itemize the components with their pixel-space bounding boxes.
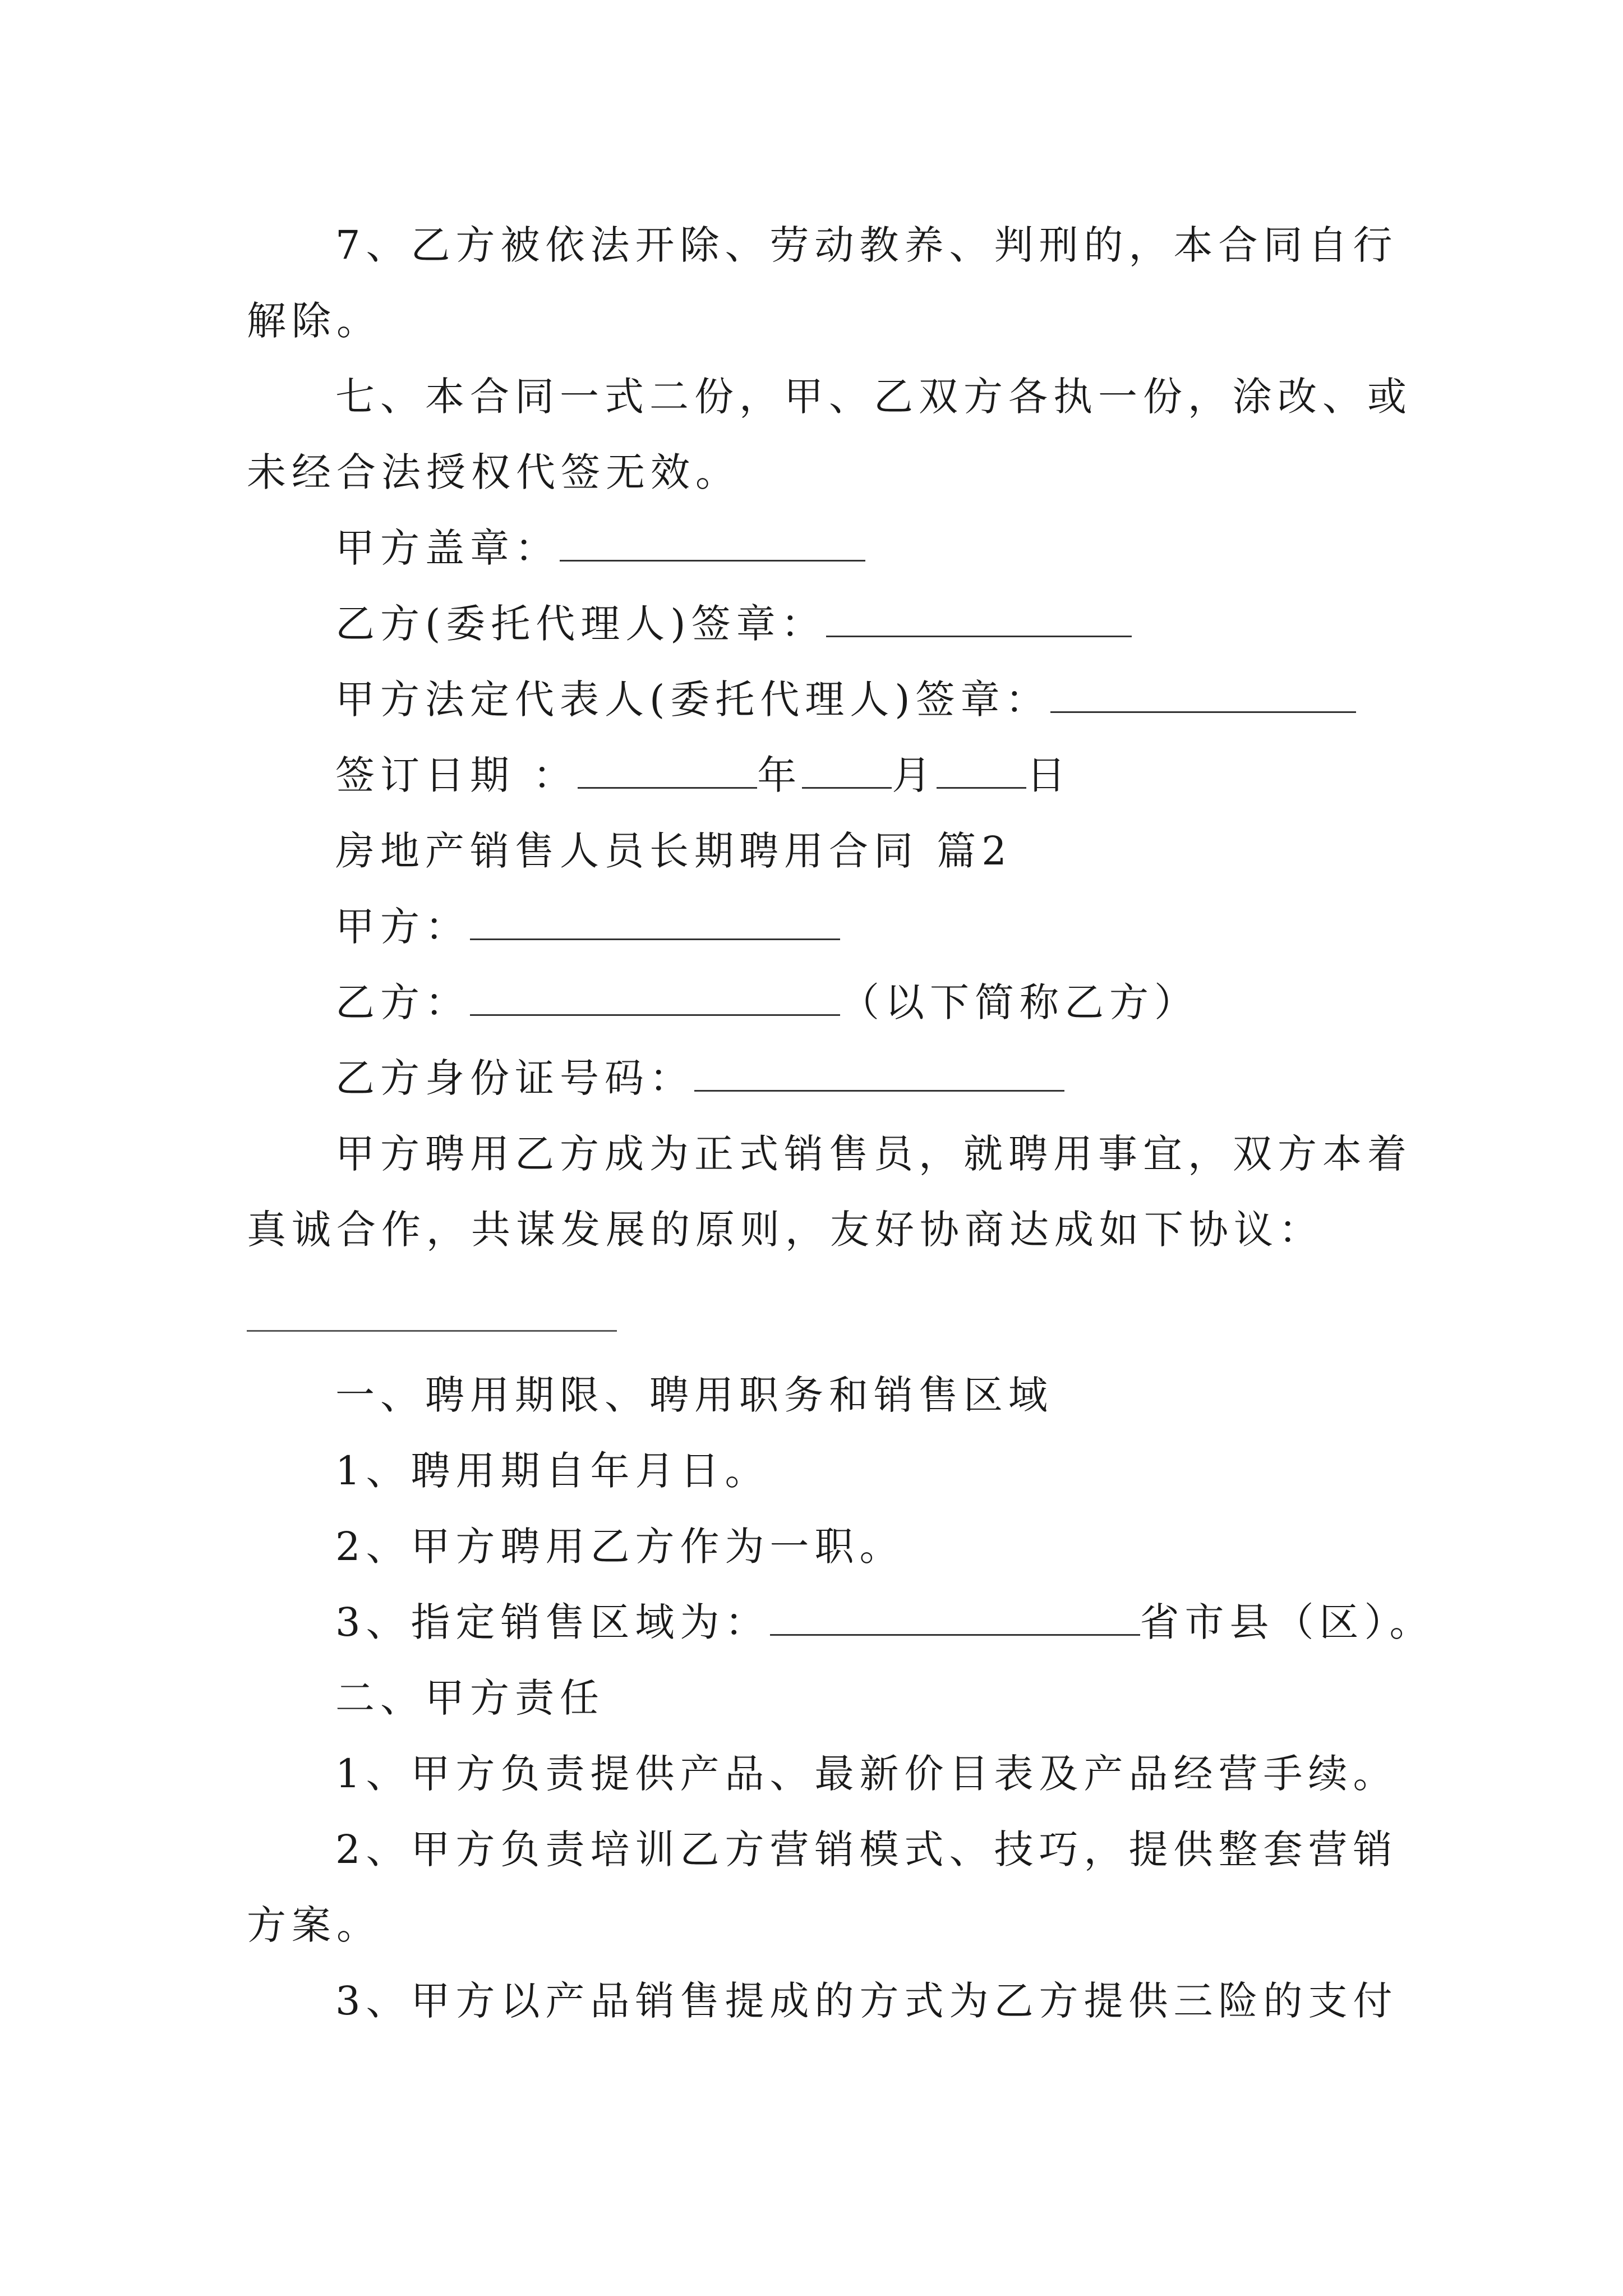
section-2-title: 二、甲方责任 bbox=[335, 1675, 605, 1721]
clause-7-line-1: 7、乙方被依法开除、劳动教养、判刑的，本合同自行 bbox=[335, 222, 1398, 268]
party-a-rep-seal-label: 甲方法定代表人(委托代理人)签章： bbox=[335, 677, 1050, 723]
party-b-seal-label: 乙方(委托代理人)签章： bbox=[335, 601, 826, 647]
day-label: 日 bbox=[1026, 752, 1072, 798]
party-b-note: （以下简称乙方） bbox=[840, 979, 1199, 1025]
article-7-line-1: 七、本合同一式二份，甲、乙双方各执一份，涂改、或 bbox=[335, 374, 1412, 420]
party-a-rep-seal-blank bbox=[1050, 677, 1356, 713]
month-blank bbox=[802, 752, 892, 789]
section-1-title: 一、聘用期限、聘用职务和销售区域 bbox=[335, 1372, 1053, 1418]
party-a-seal-label: 甲方盖章： bbox=[335, 525, 560, 571]
sales-region-blank bbox=[770, 1599, 1140, 1636]
article-7-line-2: 未经合法授权代签无效。 bbox=[247, 449, 740, 495]
party-b-seal-blank bbox=[826, 601, 1132, 637]
section-2-item-3-line-1: 3、甲方以产品销售提成的方式为乙方提供三险的支付 bbox=[335, 1978, 1398, 2024]
blank-separator-line bbox=[247, 1330, 617, 1332]
month-label: 月 bbox=[892, 752, 937, 798]
party-b-id-blank bbox=[694, 1055, 1064, 1092]
year-label: 年 bbox=[757, 752, 803, 798]
party-a-rep-seal-line bbox=[335, 671, 1356, 728]
contract-2-title: 房地产销售人员长期聘用合同 篇2 bbox=[335, 828, 1012, 874]
intro-line-2: 真诚合作，共谋发展的原则，友好协商达成如下协议： bbox=[247, 1207, 1324, 1253]
year-blank bbox=[578, 752, 757, 789]
party-a-line bbox=[335, 899, 840, 955]
party-b-id-label: 乙方身份证号码： bbox=[335, 1055, 694, 1101]
section-1-item-2: 2、甲方聘用乙方作为一职。 bbox=[335, 1524, 905, 1570]
day-blank bbox=[937, 752, 1026, 789]
clause-7-line-2: 解除。 bbox=[247, 298, 381, 344]
section-2-item-1: 1、甲方负责提供产品、最新价目表及产品经营手续。 bbox=[335, 1751, 1398, 1797]
intro-line-1: 甲方聘用乙方成为正式销售员，就聘用事宜，双方本着 bbox=[335, 1131, 1412, 1177]
section-1-item-1: 1、聘用期自年月日。 bbox=[335, 1448, 770, 1494]
section-1-item-3 bbox=[335, 1594, 1435, 1650]
party-b-seal-line bbox=[335, 596, 1132, 652]
party-a-label: 甲方： bbox=[335, 904, 470, 950]
signing-date-line bbox=[335, 747, 1071, 803]
section-2-item-2-line-1: 2、甲方负责培训乙方营销模式、技巧，提供整套营销 bbox=[335, 1826, 1398, 1872]
party-a-blank bbox=[470, 904, 840, 940]
sales-region-label: 3、指定销售区域为： bbox=[335, 1599, 770, 1645]
signing-date-label: 签订日期 ： bbox=[335, 752, 578, 798]
party-a-seal-line bbox=[335, 520, 865, 576]
party-b-label: 乙方： bbox=[335, 979, 470, 1025]
sales-region-suffix: 省市县（区）。 bbox=[1140, 1599, 1435, 1645]
party-b-line bbox=[335, 974, 1199, 1030]
section-2-item-2-line-2: 方案。 bbox=[247, 1902, 381, 1948]
party-a-seal-blank bbox=[560, 525, 865, 562]
party-b-blank bbox=[470, 979, 840, 1016]
party-b-id-line bbox=[335, 1050, 1064, 1106]
